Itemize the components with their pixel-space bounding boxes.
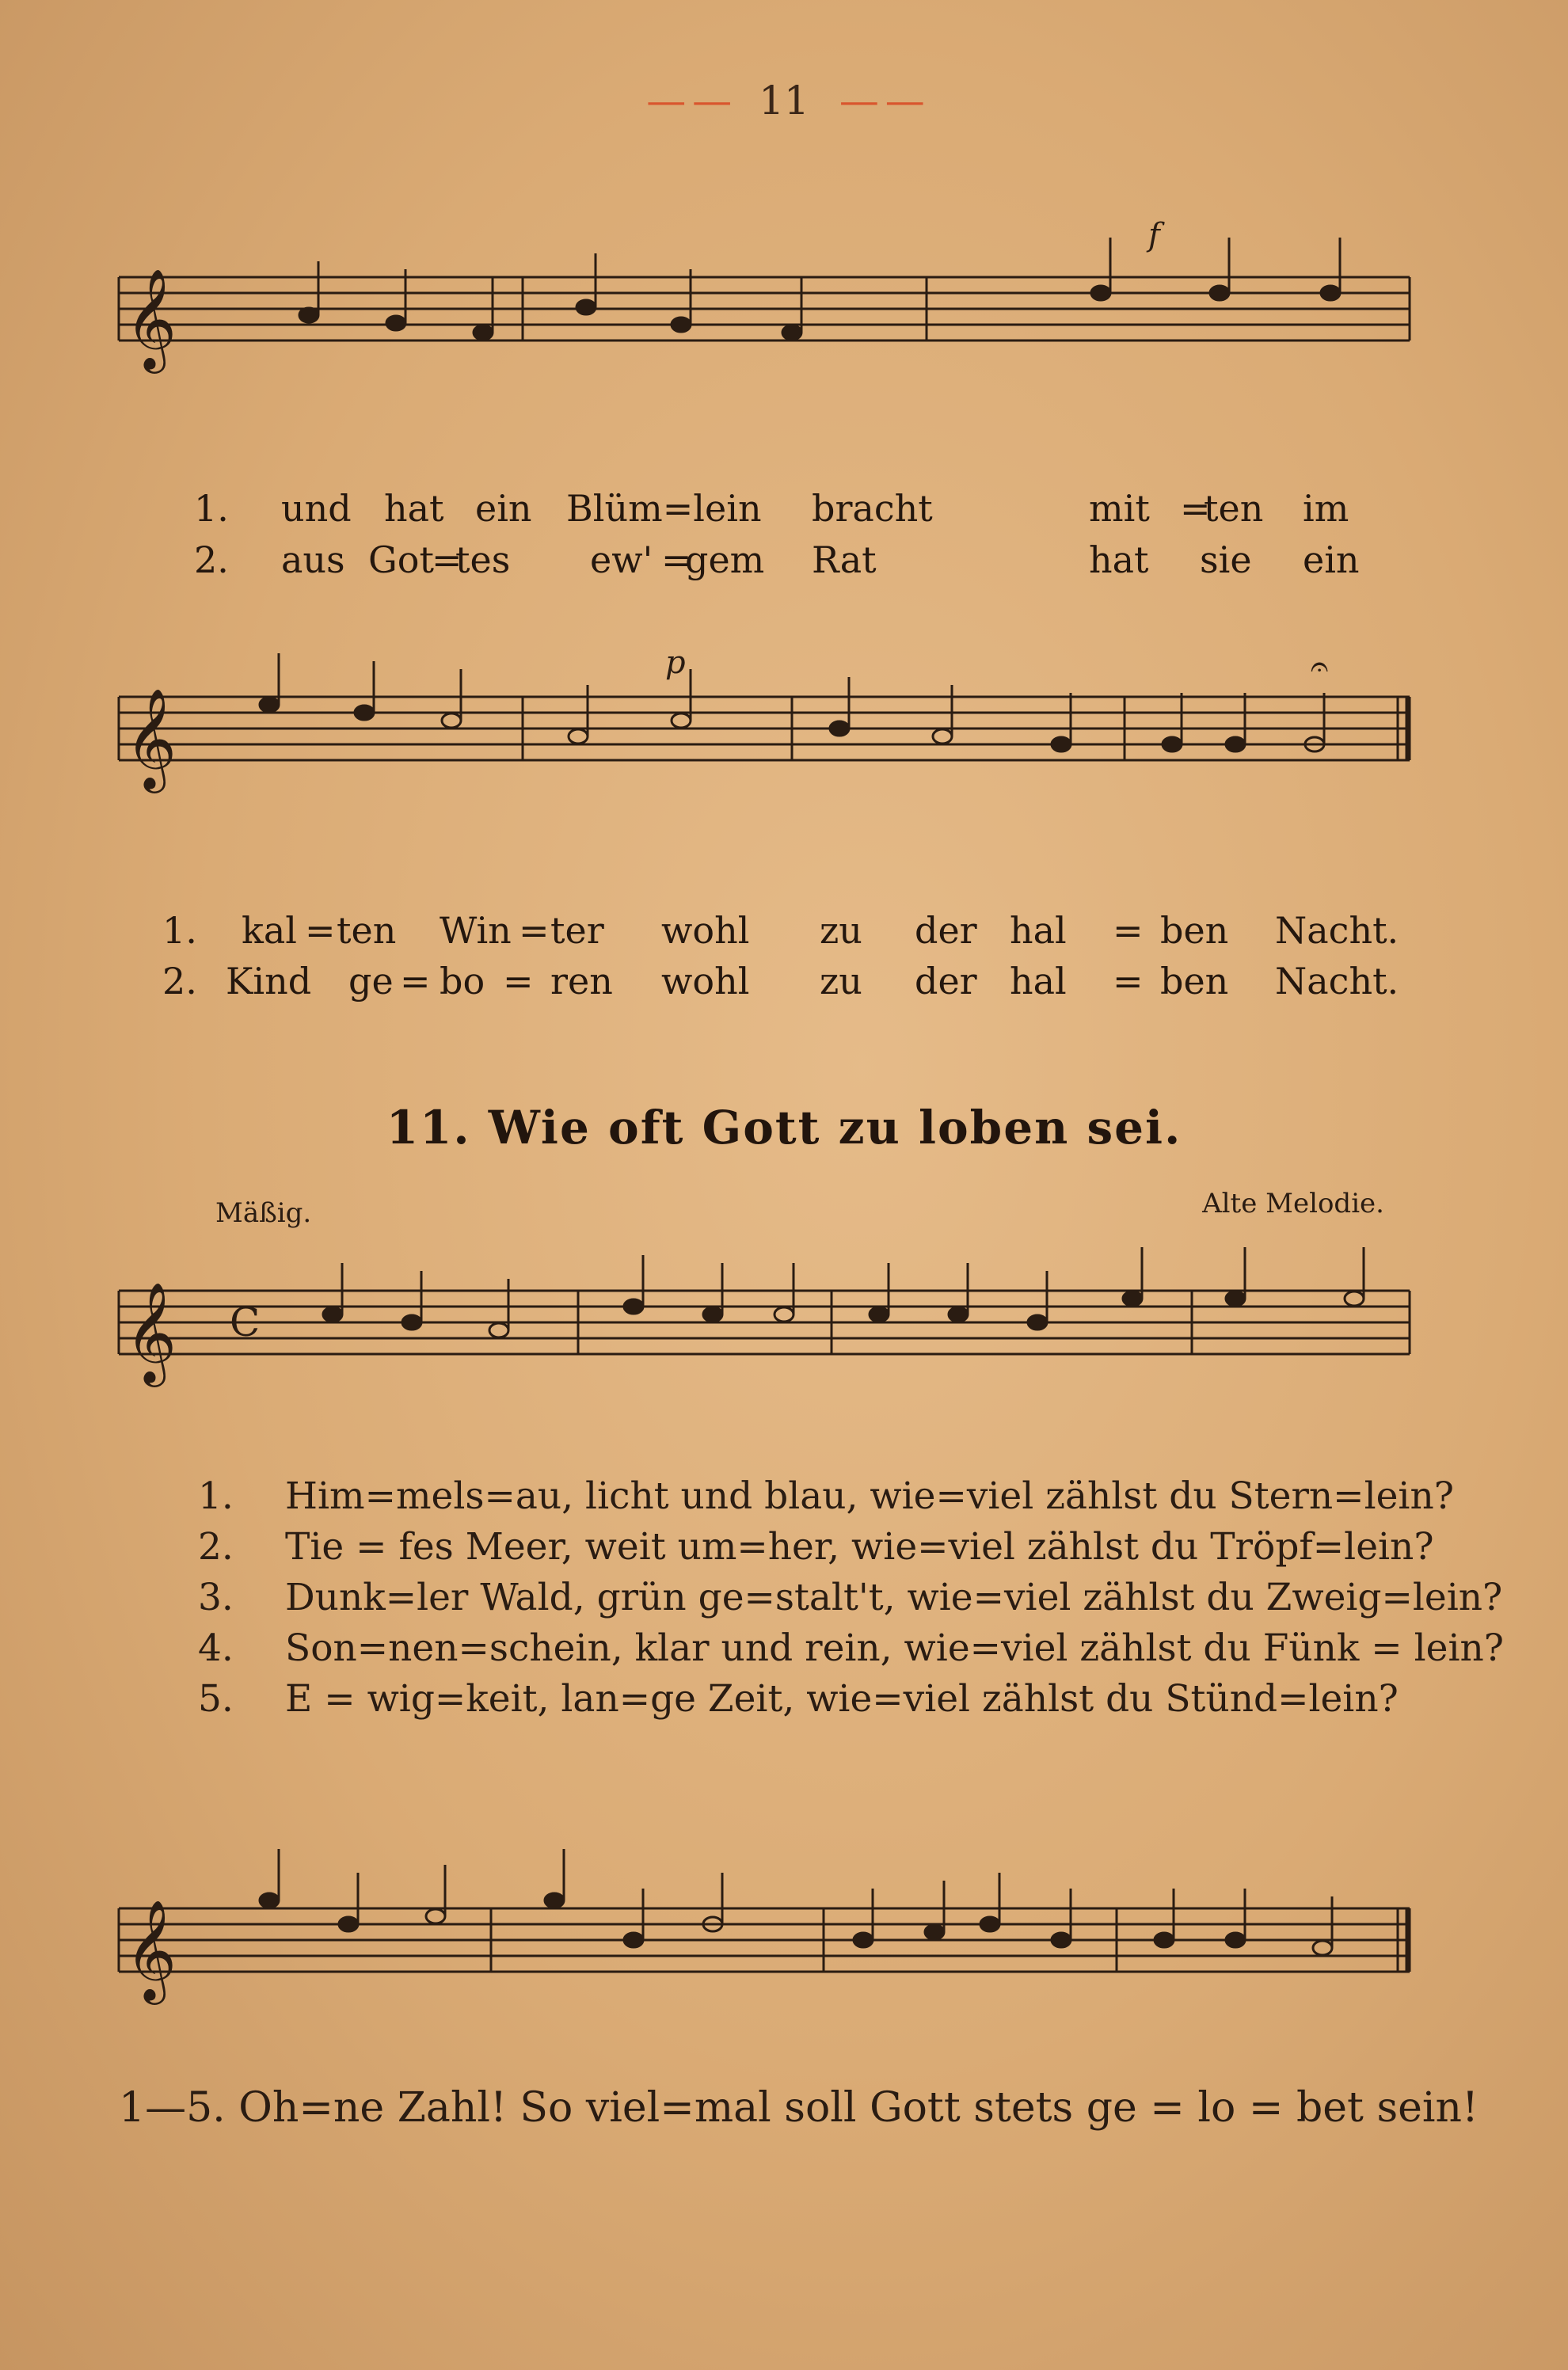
staff-notation [111, 1243, 1418, 1449]
decorative-dash: — — [646, 78, 729, 124]
lyric-line-2-1: 1. kal = ten Win = ter wohl zu der hal = ben Nacht. [162, 909, 1399, 952]
music-staff-3 [111, 1243, 1418, 1449]
music-staff-4 [111, 1829, 1418, 2035]
music-staff-2 [111, 641, 1418, 847]
music-staff-1 [111, 214, 1418, 420]
page-number-text: 11 [759, 78, 809, 124]
verse-5: 5. E = wig=keit, lan=ge Zeit, wie=viel zählst du Stünd=lein? [198, 1677, 1399, 1721]
svg-text:f: f [1148, 217, 1160, 253]
svg-text:𝄞: 𝄞 [125, 1899, 177, 2000]
tempo-marking: Mäßig. [215, 1197, 312, 1229]
svg-text:𝄞: 𝄞 [125, 687, 177, 789]
staff-notation [111, 641, 1418, 847]
svg-text:𝄞: 𝄞 [125, 1281, 177, 1383]
staff-notation [111, 214, 1418, 420]
song-title: 11. Wie oft Gott zu loben sei. [386, 1101, 1182, 1155]
melody-source: Alte Melodie. [1202, 1188, 1384, 1219]
svg-text:p: p [665, 645, 686, 681]
svg-text:𝄞: 𝄞 [125, 268, 177, 369]
page-number [0, 78, 1568, 124]
verse-2: 2. Tie = fes Meer, weit um=her, wie=viel zählst du Tröpf=lein? [198, 1525, 1434, 1569]
svg-text:C: C [230, 1299, 261, 1345]
verse-1: 1. Him=mels=au, licht und blau, wie=viel zählst du Stern=lein? [198, 1474, 1454, 1518]
refrain-line: 1—5. Oh=ne Zahl! So viel=mal soll Gott stets ge = lo = bet sein! [119, 2084, 1479, 2132]
verse-3: 3. Dunk=ler Wald, grün ge=stalt't, wie=viel zählst du Zweig=lein? [198, 1576, 1503, 1619]
lyric-line-2-2: 2. Kind ge = bo = ren wohl zu der hal = ben Nacht. [162, 960, 1399, 1002]
decorative-dash: — — [839, 78, 922, 124]
verse-4: 4. Son=nen=schein, klar und rein, wie=viel zählst du Fünk = lein? [198, 1626, 1504, 1670]
staff-notation [111, 1829, 1418, 2035]
lyric-line-1-1: 1. und hat ein Blüm=lein bracht mit = ten im [194, 487, 1349, 530]
svg-text:𝄐: 𝄐 [1311, 649, 1329, 685]
lyric-line-1-2: 2. aus Got = tes ew' = gem Rat hat sie ein [194, 538, 1360, 581]
